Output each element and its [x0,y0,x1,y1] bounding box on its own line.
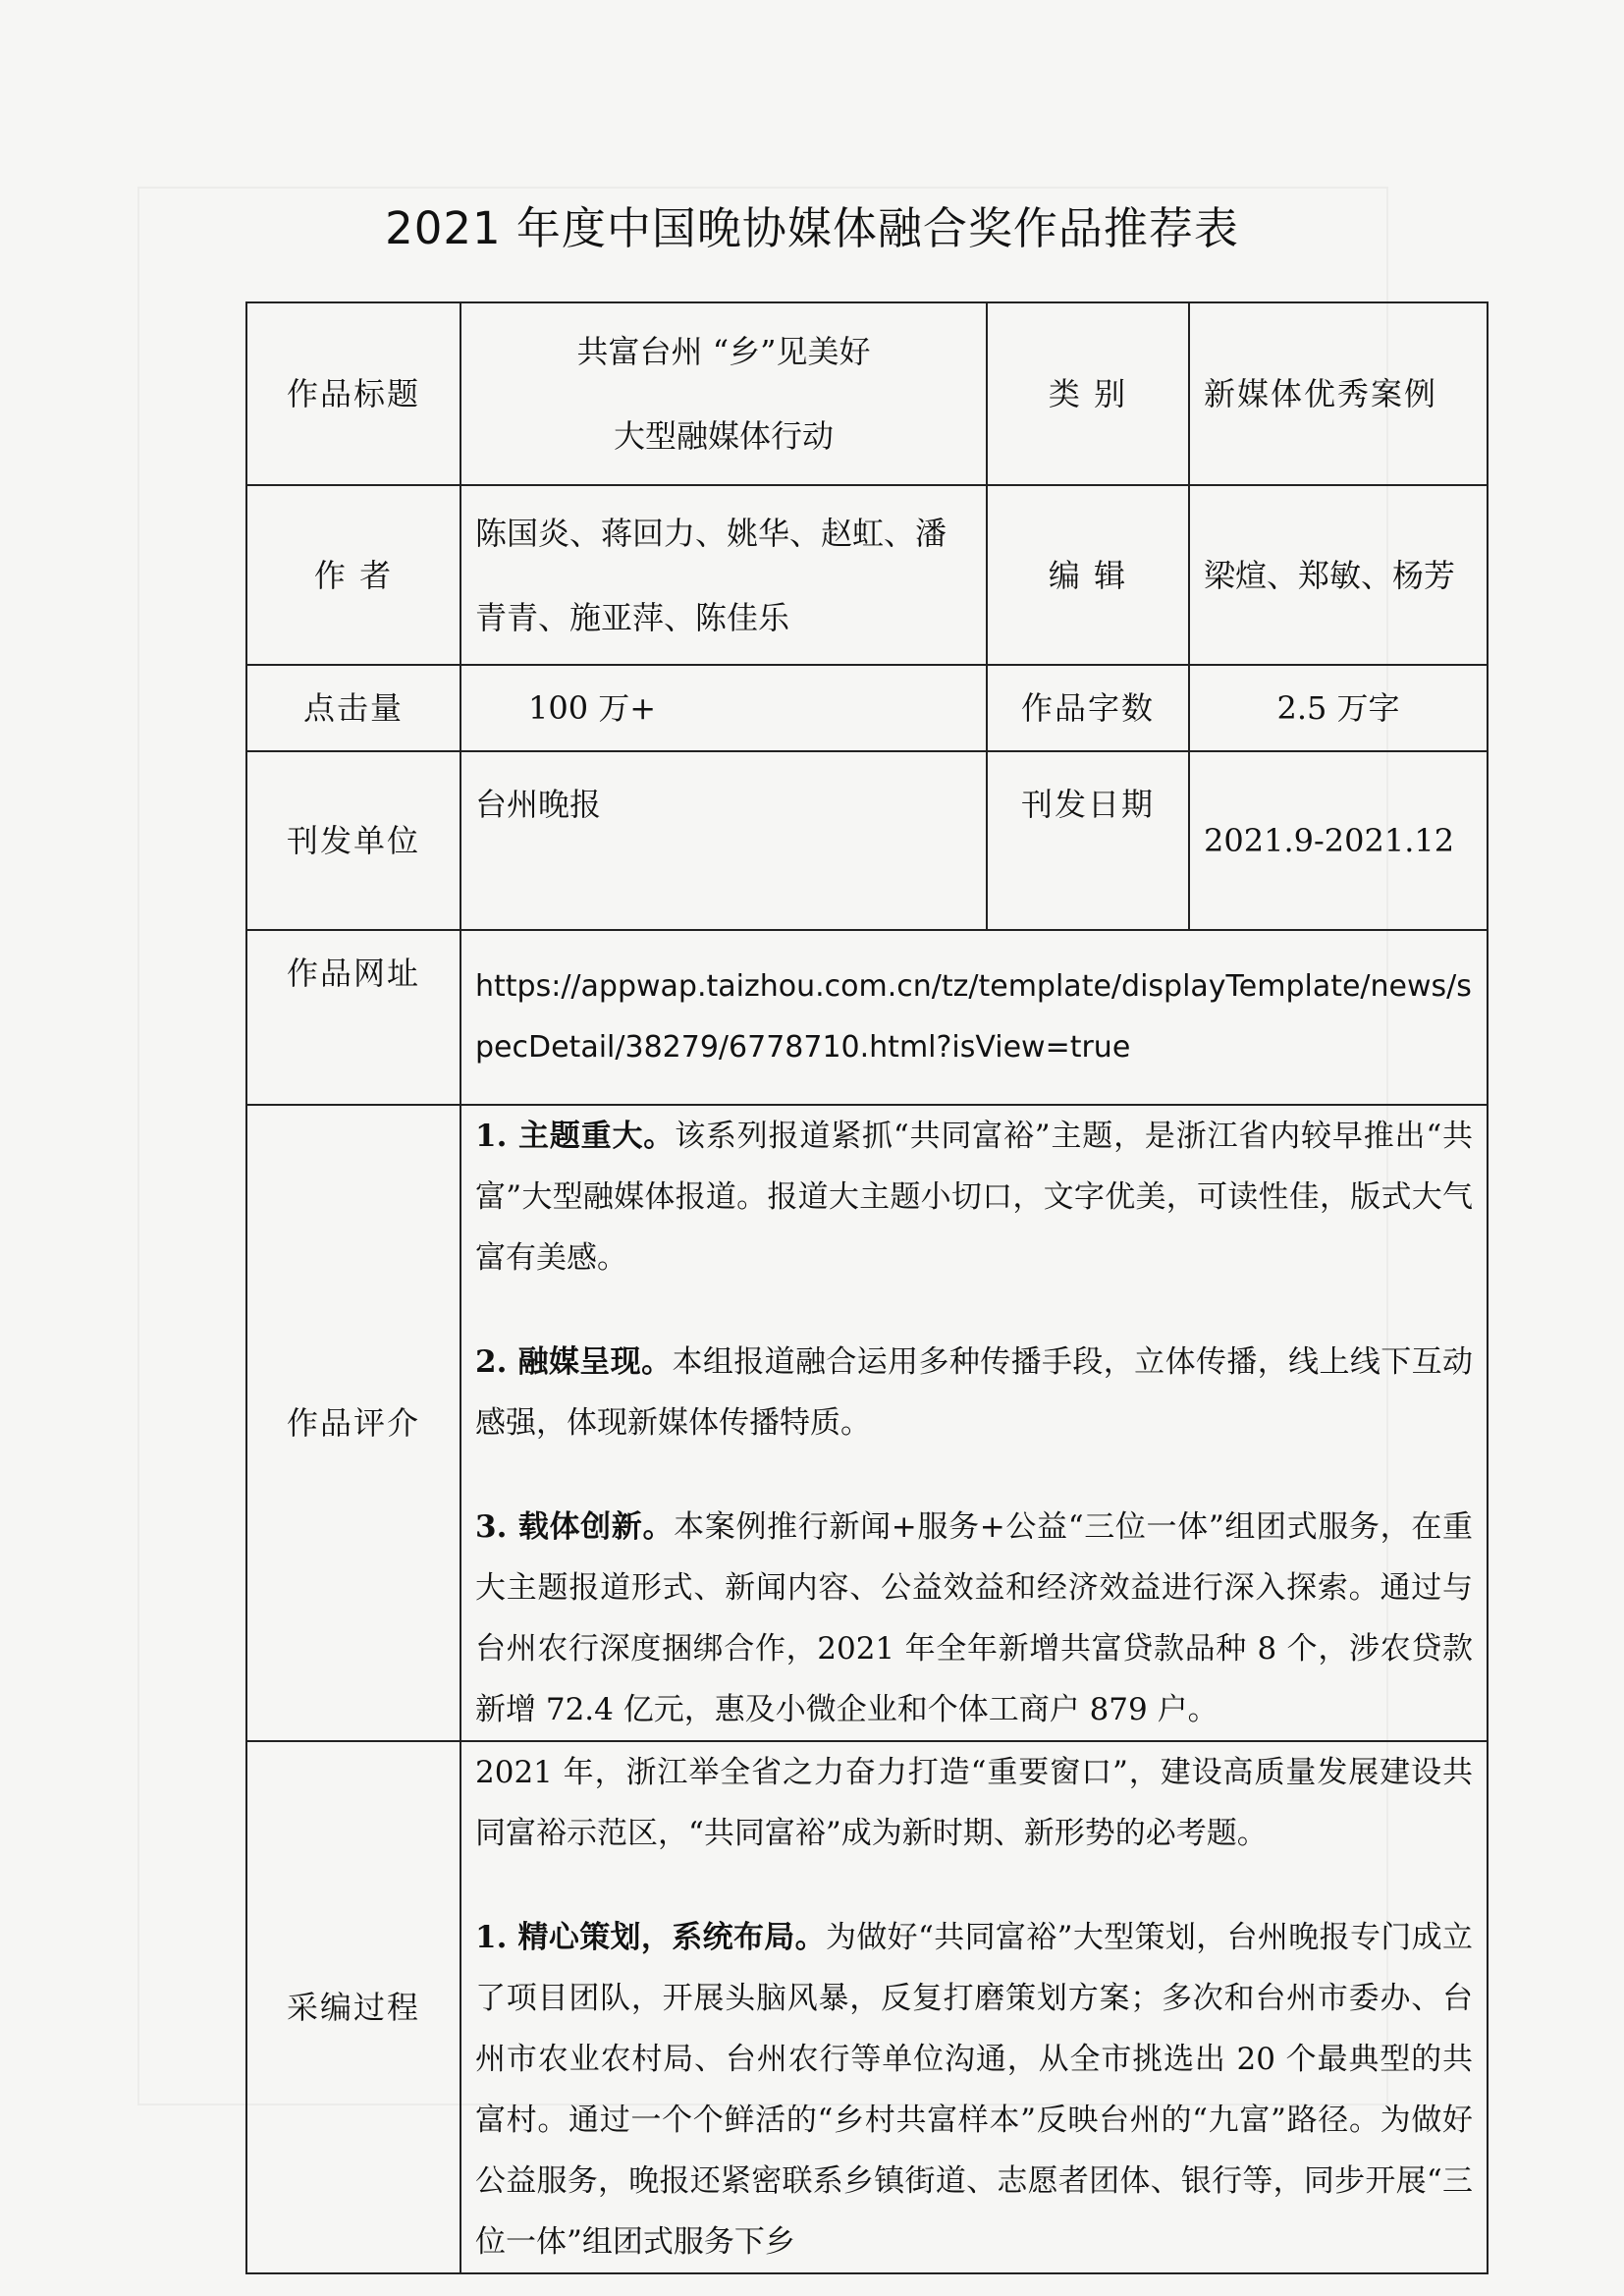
work-title-line1: 共富台州 “乡”见美好 [576,333,871,370]
evaluation-item-heading: 3. 载体创新。 [475,1509,675,1545]
author-label: 作 者 [246,485,460,665]
process-intro: 2021 年，浙江举全省之力奋力打造“重要窗口”，建设高质量发展建设共同富裕示范区，“共同富裕”成为新时期、新形势的必考题。 [475,1755,1473,1851]
row-process [246,1741,1488,2273]
evaluation-item-text: 本组报道融合运用多种传播手段，立体传播，线上线下互动感强，体现新媒体传播特质。 [475,1344,1474,1441]
process-item-text: 为做好“共同富裕”大型策划，台州晚报专门成立了项目团队，开展头脑风暴，反复打磨策划方案；多次和台州市委办、台州市农业农村局、台州农行等单位沟通，从全市挑选出 20 个最典型的共富村。通过一个个鲜活的“乡村共富样本”反映台州的“九富”路径。为做好公益服务，晚报还紧密联系乡镇街道、志愿者团体、银行等，同步开展“三位一体”组团式服务下乡 [475,1920,1473,2260]
evaluation-item-text: 本案例推行新闻+服务+公益“三位一体”组团式服务，在重大主题报道形式、新闻内容、公益效益和经济效益进行深入探索。通过与台州农行深度捆绑合作，2021 年全年新增共富贷款品种 8 个，涉农贷款新增 72.4 亿元，惠及小微企业和个体工商户 879 户。 [475,1509,1473,1727]
evaluation-item-text: 该系列报道紧抓“共同富裕”主题，是浙江省内较早推出“共富”大型融媒体报道。报道大主题小切口，文字优美，可读性佳，版式大气富有美感。 [475,1119,1474,1276]
row-author-editor [246,485,1488,665]
publisher-value: 台州晚报 [460,751,987,930]
evaluation-label: 作品评介 [246,1105,460,1741]
process-label: 采编过程 [246,1741,460,2273]
work-title-value [460,302,987,485]
category-label: 类 别 [987,302,1189,485]
work-title-line2: 大型融媒体行动 [613,417,834,455]
evaluation-item-heading: 2. 融媒呈现。 [475,1344,673,1380]
clicks-label: 点击量 [246,665,460,751]
publisher-label: 刊发单位 [246,751,460,930]
page-title: 2021 年度中国晚协媒体融合奖作品推荐表 [385,202,1239,254]
evaluation-item [475,1332,1473,1453]
word-count-value: 2.5 万字 [1189,665,1488,751]
editor-label: 编 辑 [987,485,1189,665]
row-title-category [246,302,1488,485]
editor-value: 梁煊、郑敏、杨芳 [1189,485,1488,665]
work-url-link[interactable]: https://appwap.taizhou.com.cn/tz/template/displayTemplate/news/specDetail/38279/6778710.html?isView=true [460,930,1488,1105]
author-value: 陈国炎、蒋回力、姚华、赵虹、潘青青、施亚萍、陈佳乐 [460,485,987,665]
clicks-value: 100 万+ [460,665,987,751]
row-url [246,930,1488,1105]
evaluation-item-heading: 1. 主题重大。 [475,1119,676,1154]
evaluation-item [475,1497,1473,1740]
publish-date-label: 刊发日期 [987,751,1189,930]
row-clicks-wordcount [246,665,1488,751]
recommendation-form-table [245,301,1489,2274]
evaluation-item [475,1106,1473,1288]
publish-date-value: 2021.9-2021.12 [1189,751,1488,930]
process-item-heading: 1. 精心策划，系统布局。 [475,1920,826,1955]
process-item [475,1907,1473,2272]
process-content [460,1741,1488,2273]
row-publisher-date [246,751,1488,930]
category-value: 新媒体优秀案例 [1189,302,1488,485]
row-evaluation [246,1105,1488,1741]
url-label: 作品网址 [246,930,460,1105]
work-title-label: 作品标题 [246,302,460,485]
evaluation-content [460,1105,1488,1741]
word-count-label: 作品字数 [987,665,1189,751]
